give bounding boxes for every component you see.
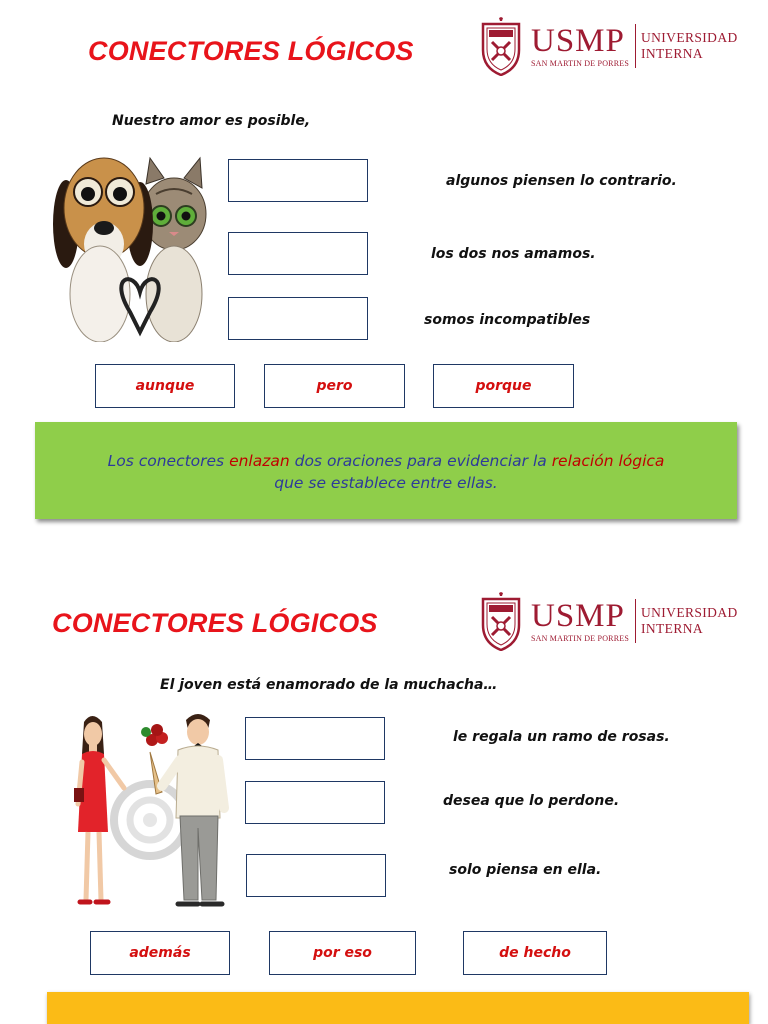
usmp-shield-icon bbox=[479, 16, 523, 76]
option-pero[interactable]: pero bbox=[264, 364, 405, 408]
slide2-blank-1[interactable] bbox=[245, 717, 385, 760]
logo-divider bbox=[635, 599, 636, 643]
slide2-clause-3: solo piensa en ella. bbox=[449, 862, 602, 878]
slide1-blank-2[interactable] bbox=[228, 232, 368, 275]
unit-line-2: INTERNA bbox=[640, 621, 704, 636]
usmp-wordmark: USMP bbox=[531, 597, 625, 634]
slide2-title: CONECTORES LÓGICOS bbox=[52, 608, 378, 638]
usmp-wordmark: USMP bbox=[531, 22, 625, 59]
slide2-intro-sentence: El joven está enamorado de la muchacha… bbox=[160, 677, 498, 693]
slide2-clause-1: le regala un ramo de rosas. bbox=[453, 729, 670, 745]
option-porque[interactable]: porque bbox=[433, 364, 574, 408]
slide1-clause-2: los dos nos amamos. bbox=[431, 246, 596, 262]
logo-divider bbox=[635, 24, 636, 68]
slide2-blank-2[interactable] bbox=[245, 781, 385, 824]
info-highlight-enlazan: enlazan bbox=[229, 452, 290, 470]
slide1-blank-1[interactable] bbox=[228, 159, 368, 202]
slide2-info-box bbox=[47, 992, 749, 1024]
couple-illustration bbox=[68, 708, 236, 912]
slide1-info-box bbox=[35, 422, 737, 519]
info-highlight-relacion: relación lógica bbox=[551, 452, 665, 470]
slide1-blank-3[interactable] bbox=[228, 297, 368, 340]
info-text-b: dos oraciones para evidenciar la bbox=[289, 452, 552, 470]
usmp-subtitle: SAN MARTIN DE PORRES bbox=[531, 633, 629, 643]
unit-line-2: INTERNA bbox=[640, 46, 704, 61]
slide2-usmp-logo bbox=[479, 591, 738, 651]
slide1-usmp-logo bbox=[479, 16, 738, 76]
slide1-clause-3: somos incompatibles bbox=[424, 312, 591, 328]
slide1-intro-sentence: Nuestro amor es posible, bbox=[112, 113, 311, 129]
option-por-eso[interactable]: por eso bbox=[269, 931, 416, 975]
slide1-title: CONECTORES LÓGICOS bbox=[88, 36, 414, 66]
usmp-shield-icon bbox=[479, 591, 523, 651]
info-line-1 bbox=[35, 450, 737, 472]
dog-and-cat-illustration bbox=[48, 144, 210, 342]
unit-line-1: UNIVERSIDAD bbox=[640, 605, 738, 620]
usmp-subtitle: SAN MARTIN DE PORRES bbox=[531, 58, 629, 68]
option-aunque[interactable]: aunque bbox=[95, 364, 235, 408]
slide2-blank-3[interactable] bbox=[246, 854, 386, 897]
info-line-2: que se establece entre ellas. bbox=[274, 474, 498, 492]
unit-line-1: UNIVERSIDAD bbox=[640, 30, 738, 45]
info-text-a: Los conectores bbox=[107, 452, 230, 470]
option-ademas[interactable]: además bbox=[90, 931, 230, 975]
slide1-clause-1: algunos piensen lo contrario. bbox=[446, 173, 677, 189]
slide2-clause-2: desea que lo perdone. bbox=[443, 793, 620, 809]
option-de-hecho[interactable]: de hecho bbox=[463, 931, 607, 975]
